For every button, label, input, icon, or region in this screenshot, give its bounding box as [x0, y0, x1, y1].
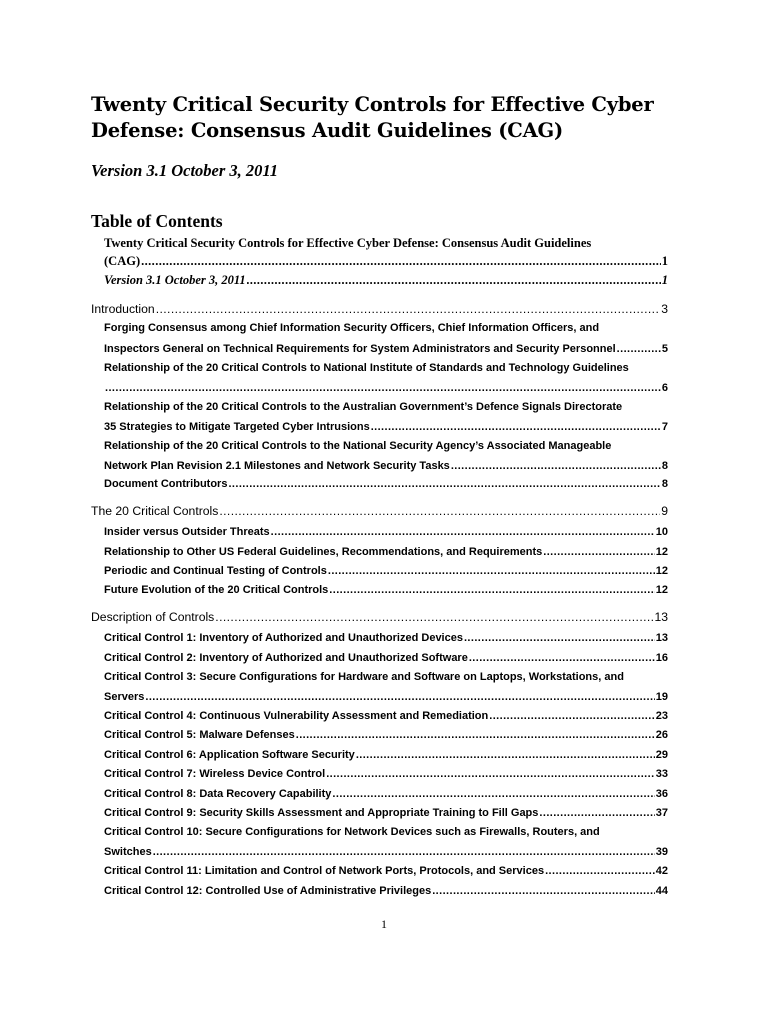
toc-entry-title: Relationship to Other US Federal Guidelines, Recommendations, and Requirements	[104, 546, 543, 558]
toc-entry[interactable]	[104, 458, 668, 474]
toc-entry[interactable]	[91, 503, 668, 519]
toc-dot-leader	[219, 503, 660, 519]
toc-dot-leader	[545, 863, 655, 879]
toc-entry-page: 8	[661, 478, 668, 490]
toc-dot-leader	[464, 630, 655, 646]
toc-dot-leader	[215, 609, 653, 625]
toc-entry-page: 44	[655, 885, 668, 897]
toc-dot-leader	[326, 766, 655, 782]
toc-entry-title: Critical Control 4: Continuous Vulnerability Assessment and Remediation	[104, 710, 489, 722]
toc-dot-leader	[247, 272, 661, 288]
toc-dot-leader	[271, 524, 655, 540]
toc-entry-title: Critical Control 9: Security Skills Assessment and Appropriate Training to Fill Gaps	[104, 807, 539, 819]
toc-entry-page: 36	[655, 788, 668, 800]
toc-dot-leader	[489, 708, 655, 724]
toc-entry[interactable]	[104, 844, 668, 860]
toc-entry[interactable]	[104, 341, 668, 357]
toc-entry-title: Network Plan Revision 2.1 Milestones and Network Security Tasks	[104, 460, 450, 472]
toc-entry-title: Critical Control 10: Secure Configurations for Network Devices such as Firewalls, Routers, and	[104, 826, 600, 838]
toc-entry-title: Critical Control 1: Inventory of Authorized and Unauthorized Devices	[104, 632, 463, 644]
toc-dot-leader	[543, 544, 655, 560]
toc-entry[interactable]	[104, 708, 668, 724]
toc-entry[interactable]	[104, 360, 668, 376]
toc-entry-page: 7	[661, 421, 668, 433]
toc-entry[interactable]	[104, 582, 668, 598]
toc-entry-title: Relationship of the 20 Critical Controls to National Institute of Standards and Technology Guidelines	[104, 362, 629, 374]
toc-entry-title: Relationship of the 20 Critical Controls to the National Security Agency’s Associated Manageable	[104, 440, 612, 452]
toc-entry[interactable]	[104, 399, 668, 415]
toc-entry-page: 9	[661, 504, 668, 518]
toc-entry-title: 35 Strategies to Mitigate Targeted Cyber Intrusions	[104, 421, 370, 433]
toc-entry-title: Twenty Critical Security Controls for Effective Cyber Defense: Consensus Audit Guidelines	[104, 236, 592, 250]
toc-entry[interactable]	[104, 805, 668, 821]
toc-dot-leader	[145, 689, 654, 705]
toc-entry-page: 12	[655, 584, 668, 596]
toc-entry[interactable]	[104, 786, 668, 802]
toc-entry-page: 12	[655, 546, 668, 558]
toc-entry[interactable]	[104, 863, 668, 879]
toc-entry-title: Critical Control 12: Controlled Use of Administrative Privileges	[104, 885, 432, 897]
toc-entry[interactable]	[104, 253, 668, 269]
toc-entry-title: Introduction	[91, 302, 155, 316]
toc-dot-leader	[432, 883, 655, 899]
toc-dot-leader	[539, 805, 654, 821]
toc-entry-page: 6	[661, 382, 668, 394]
toc-entry-page: 3	[661, 302, 668, 316]
toc-entry[interactable]	[104, 438, 668, 454]
toc-entry[interactable]	[104, 544, 668, 560]
toc-entry-title: Critical Control 7: Wireless Device Control	[104, 768, 326, 780]
toc-heading: Table of Contents	[91, 211, 223, 231]
toc-entry-page: 39	[655, 846, 668, 858]
toc-entry-title: Critical Control 6: Application Software Security	[104, 749, 355, 761]
toc-entry-title: Forging Consensus among Chief Information Security Officers, Chief Information Officers, and	[104, 322, 600, 334]
toc-entry-page: 42	[655, 865, 668, 877]
toc-entry[interactable]	[104, 766, 668, 782]
toc-entry[interactable]	[104, 235, 668, 251]
title-line-2: Defense: Consensus Audit Guidelines (CAG)	[91, 119, 563, 142]
toc-dot-leader	[156, 301, 661, 317]
document-version: Version 3.1 October 3, 2011	[91, 161, 279, 180]
toc-entry[interactable]	[104, 563, 668, 579]
toc-entry-page: 1	[661, 273, 668, 287]
toc-entry-page: 13	[654, 610, 668, 624]
toc-entry-title: Version 3.1 October 3, 2011	[104, 273, 246, 287]
toc-dot-leader	[617, 341, 661, 357]
toc-entry-title: Critical Control 8: Data Recovery Capability	[104, 788, 332, 800]
toc-dot-leader	[141, 253, 661, 269]
toc-entry-title: Critical Control 5: Malware Defenses	[104, 729, 295, 741]
toc-dot-leader	[228, 476, 660, 492]
toc-entry[interactable]	[104, 380, 668, 396]
toc-entry-title: Critical Control 11: Limitation and Control of Network Ports, Protocols, and Services	[104, 865, 545, 877]
toc-entry-title: Relationship of the 20 Critical Controls to the Australian Government’s Defence Signals Directorate	[104, 401, 623, 413]
toc-entry-title: Document Contributors	[104, 478, 228, 490]
toc-entry[interactable]	[104, 650, 668, 666]
toc-entry-title: Servers	[104, 691, 145, 703]
toc-entry-page: 12	[655, 565, 668, 577]
toc-entry[interactable]	[104, 883, 668, 899]
toc-entry-title: Critical Control 3: Secure Configurations for Hardware and Software on Laptops, Workstations, and	[104, 671, 624, 683]
toc-entry-title: Periodic and Continual Testing of Controls	[104, 565, 327, 577]
toc-entry[interactable]	[104, 824, 668, 840]
toc-dot-leader	[451, 458, 661, 474]
toc-dot-leader	[332, 786, 654, 802]
toc-entry-page: 10	[655, 526, 668, 538]
toc-dot-leader	[356, 747, 655, 763]
toc-entry-page: 5	[661, 343, 668, 355]
toc-entry-title: Insider versus Outsider Threats	[104, 526, 270, 538]
toc-dot-leader	[105, 380, 661, 396]
toc-entry-page: 23	[655, 710, 668, 722]
toc-entry[interactable]	[104, 272, 668, 288]
toc-entry-title: The 20 Critical Controls	[91, 504, 219, 518]
toc-entry[interactable]	[104, 747, 668, 763]
toc-entry[interactable]	[104, 669, 668, 685]
toc-dot-leader	[469, 650, 655, 666]
toc-dot-leader	[371, 419, 661, 435]
toc-entry-page: 29	[655, 749, 668, 761]
toc-entry-title: Critical Control 2: Inventory of Authorized and Unauthorized Software	[104, 652, 468, 664]
toc-entry-title: (CAG)	[104, 254, 141, 268]
toc-dot-leader	[153, 844, 655, 860]
title-line-1: Twenty Critical Security Controls for Effective Cyber	[91, 93, 654, 116]
toc-entry[interactable]	[104, 524, 668, 540]
toc-entry-page: 8	[661, 460, 668, 472]
page-number: 1	[381, 917, 387, 931]
toc-entry-page: 37	[655, 807, 668, 819]
toc-entry-page: 26	[655, 729, 668, 741]
toc-entry[interactable]	[104, 630, 668, 646]
toc-entry-title: Inspectors General on Technical Requirements for System Administrators and Security Personnel	[104, 343, 616, 355]
toc-entry-title: Future Evolution of the 20 Critical Controls	[104, 584, 329, 596]
toc-entry[interactable]	[91, 609, 668, 625]
toc-entry-title: Description of Controls	[91, 610, 215, 624]
toc-dot-leader	[296, 727, 655, 743]
toc-entry-page: 13	[655, 632, 668, 644]
toc-entry[interactable]	[104, 476, 668, 492]
toc-entry-page: 1	[661, 254, 668, 268]
toc-entry[interactable]	[104, 727, 668, 743]
toc-entry-page: 19	[655, 691, 668, 703]
toc-entry-page: 16	[655, 652, 668, 664]
toc-entry[interactable]	[104, 320, 668, 336]
toc-entry[interactable]	[104, 419, 668, 435]
toc-entry[interactable]	[91, 301, 668, 317]
toc-entry[interactable]	[104, 689, 668, 705]
toc-entry-page: 33	[655, 768, 668, 780]
toc-entry-title: Switches	[104, 846, 152, 858]
toc-dot-leader	[329, 582, 654, 598]
toc-dot-leader	[328, 563, 655, 579]
